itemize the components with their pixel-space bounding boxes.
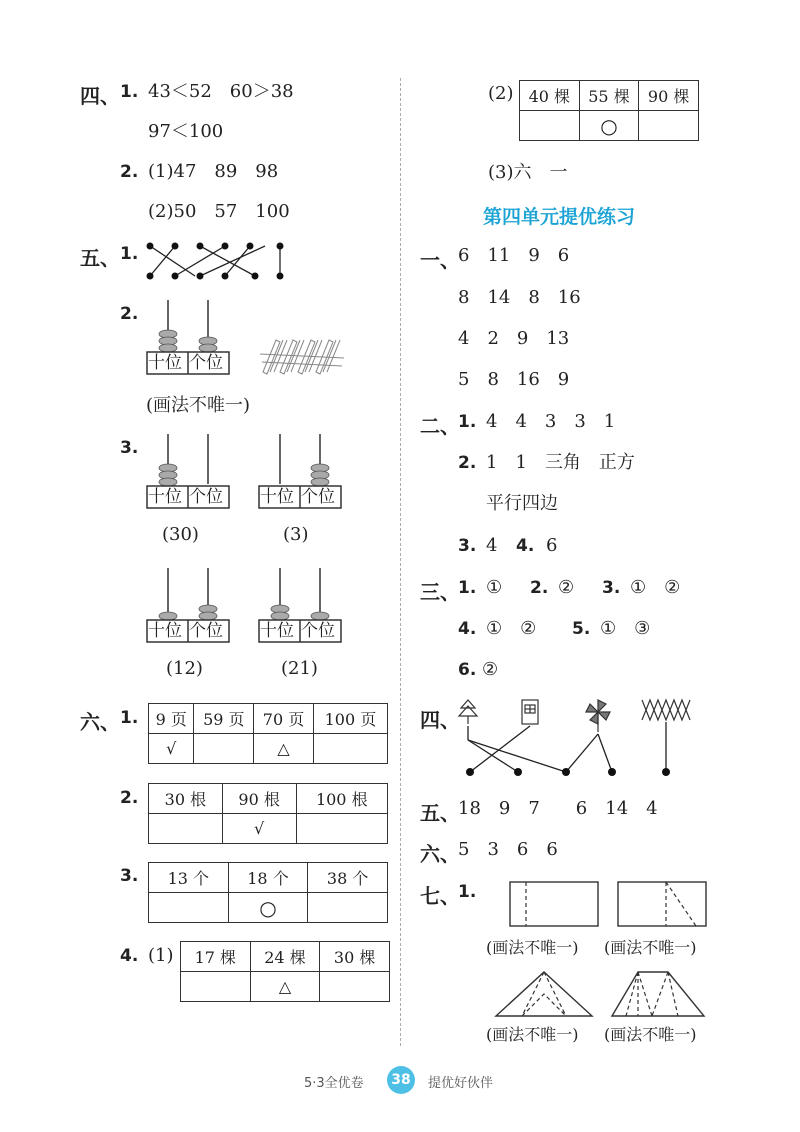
page-number: 38 <box>387 1066 415 1094</box>
table-cell <box>320 972 390 1002</box>
table-cell <box>520 111 580 141</box>
drawing-note: (画法不唯一) <box>146 395 251 416</box>
table-cell: ○ <box>228 893 308 923</box>
ones-label: 个位 <box>301 621 335 641</box>
table-header-cell: 90 根 <box>222 784 296 814</box>
drawing-note: (画法不唯一) <box>486 1025 579 1044</box>
answer-line: 平行四边 <box>486 493 558 514</box>
table-header-cell: 18 个 <box>228 863 308 893</box>
answer-line: 4 4 3 3 1 <box>486 411 616 432</box>
q6-number: 6. <box>458 660 477 680</box>
q3-number: 3. <box>120 438 139 458</box>
section-6-label: 六、 <box>80 710 120 734</box>
table-header-cell: 59 页 <box>194 704 254 734</box>
section-6-label: 六、 <box>420 842 460 866</box>
answer-value: ① ② <box>630 577 681 598</box>
section-3-label: 三、 <box>420 580 460 604</box>
sub-question-number: (2) <box>488 83 514 104</box>
table-cell <box>296 814 387 844</box>
drawing-note: (画法不唯一) <box>486 938 579 957</box>
table-header-cell: 24 棵 <box>250 942 320 972</box>
table-cell: √ <box>149 734 194 764</box>
answer-line: (1)47 89 98 <box>148 161 279 182</box>
q1-number: 1. <box>458 882 477 902</box>
answer-line: 18 9 7 6 14 4 <box>458 798 658 819</box>
answer-value: ① <box>486 577 503 598</box>
table-header-cell: 40 棵 <box>520 81 580 111</box>
table-cell <box>639 111 699 141</box>
answer-line: 5 3 6 6 <box>458 839 558 860</box>
answer-value: ② <box>482 659 499 680</box>
q4-number: 4. <box>458 619 477 639</box>
q1-number: 1. <box>458 412 477 432</box>
answer-table <box>148 783 388 844</box>
tree-icon <box>459 700 477 724</box>
section-2-label: 二、 <box>420 414 460 438</box>
pinwheel-icon <box>586 700 610 732</box>
window-icon <box>522 700 538 724</box>
table-header-cell: 30 棵 <box>320 942 390 972</box>
answer-line: 97＜100 <box>148 121 224 142</box>
q3-number: 3. <box>602 578 621 598</box>
answer-table <box>148 703 388 764</box>
table-cell <box>313 734 387 764</box>
tens-label: 十位 <box>260 487 294 507</box>
tens-label: 十位 <box>148 621 182 641</box>
q2-number: 2. <box>120 788 139 808</box>
drawing-note: (画法不唯一) <box>604 938 697 957</box>
table-header-cell: 38 个 <box>308 863 388 893</box>
answer-value: ② <box>558 577 575 598</box>
answer-value: 4 <box>486 535 498 556</box>
table-cell <box>149 814 223 844</box>
q4-number: 4. <box>120 946 139 966</box>
q5-number: 5. <box>572 619 591 639</box>
tens-label: 十位 <box>260 621 294 641</box>
drawing-note: (画法不唯一) <box>604 1025 697 1044</box>
ones-label: 个位 <box>301 487 335 507</box>
q4-number: 4. <box>516 536 535 556</box>
stick-bundles-drawing <box>258 334 348 378</box>
q3-number: 3. <box>458 536 477 556</box>
q1-number: 1. <box>120 708 139 728</box>
section-1-label: 一、 <box>420 248 460 272</box>
table-header-cell: 30 根 <box>149 784 223 814</box>
tens-label: 十位 <box>148 353 182 373</box>
abacus-caption: (12) <box>166 658 203 679</box>
table-header-cell: 17 棵 <box>181 942 251 972</box>
unit-title: 第四单元提优练习 <box>483 206 636 228</box>
answer-table <box>180 941 390 1002</box>
answer-line: 43＜52 60＞38 <box>148 81 294 102</box>
tens-label: 十位 <box>148 487 182 507</box>
answer-line: 4 2 9 13 <box>458 328 570 349</box>
answer-value: ① ② <box>486 618 537 639</box>
section-5-label: 五、 <box>420 801 460 825</box>
section-7-label: 七、 <box>420 884 460 908</box>
answer-value: 6 <box>546 535 558 556</box>
section-4-label: 四、 <box>420 708 460 732</box>
footer-brand: 5·3全优卷 <box>304 1076 364 1091</box>
column-divider <box>400 78 401 1046</box>
ones-label: 个位 <box>189 487 223 507</box>
answer-line: 5 8 16 9 <box>458 369 570 390</box>
answer-line: (2)50 57 100 <box>148 201 290 222</box>
zigzag-icon <box>642 700 690 720</box>
q2-number: 2. <box>120 304 139 324</box>
ones-label: 个位 <box>189 621 223 641</box>
table-cell <box>181 972 251 1002</box>
answer-line: 1 1 三角 正方 <box>486 452 635 473</box>
footer-slogan: 提优好伙伴 <box>428 1076 494 1091</box>
table-cell: △ <box>254 734 314 764</box>
table-header-cell: 13 个 <box>149 863 229 893</box>
answer-line: 6 11 9 6 <box>458 245 570 266</box>
table-cell: ○ <box>579 111 639 141</box>
q1-number: 1. <box>120 82 139 102</box>
table-header-cell: 55 棵 <box>579 81 639 111</box>
abacus-caption: (30) <box>162 524 199 545</box>
answer-line: 8 14 8 16 <box>458 287 581 308</box>
table-header-cell: 9 页 <box>149 704 194 734</box>
sub-question-number: (1) <box>148 945 174 966</box>
table-header-cell: 70 页 <box>254 704 314 734</box>
section-5-label: 五、 <box>80 246 120 270</box>
table-cell: √ <box>222 814 296 844</box>
abacus-caption: (21) <box>281 658 318 679</box>
ones-label: 个位 <box>189 353 223 373</box>
table-cell: △ <box>250 972 320 1002</box>
q1-number: 1. <box>120 244 139 264</box>
table-cell <box>308 893 388 923</box>
rectangle-division-drawings <box>506 878 712 930</box>
q1-number: 1. <box>458 578 477 598</box>
table-cell <box>149 893 229 923</box>
answer-table <box>519 80 699 141</box>
q2-number: 2. <box>530 578 549 598</box>
matching-diagram <box>452 696 702 782</box>
table-cell <box>194 734 254 764</box>
matching-lines-diagram <box>140 236 300 286</box>
table-header-cell: 90 棵 <box>639 81 699 111</box>
triangle-trapezoid-drawings <box>492 966 714 1022</box>
section-4-label: 四、 <box>80 84 120 108</box>
answer-line: (3)六 一 <box>488 162 568 183</box>
table-header-cell: 100 页 <box>313 704 387 734</box>
answer-table <box>148 862 388 923</box>
q2-number: 2. <box>458 453 477 473</box>
q2-number: 2. <box>120 162 139 182</box>
table-header-cell: 100 根 <box>296 784 387 814</box>
answer-value: ① ③ <box>600 618 651 639</box>
q3-number: 3. <box>120 866 139 886</box>
abacus-caption: (3) <box>283 524 309 545</box>
